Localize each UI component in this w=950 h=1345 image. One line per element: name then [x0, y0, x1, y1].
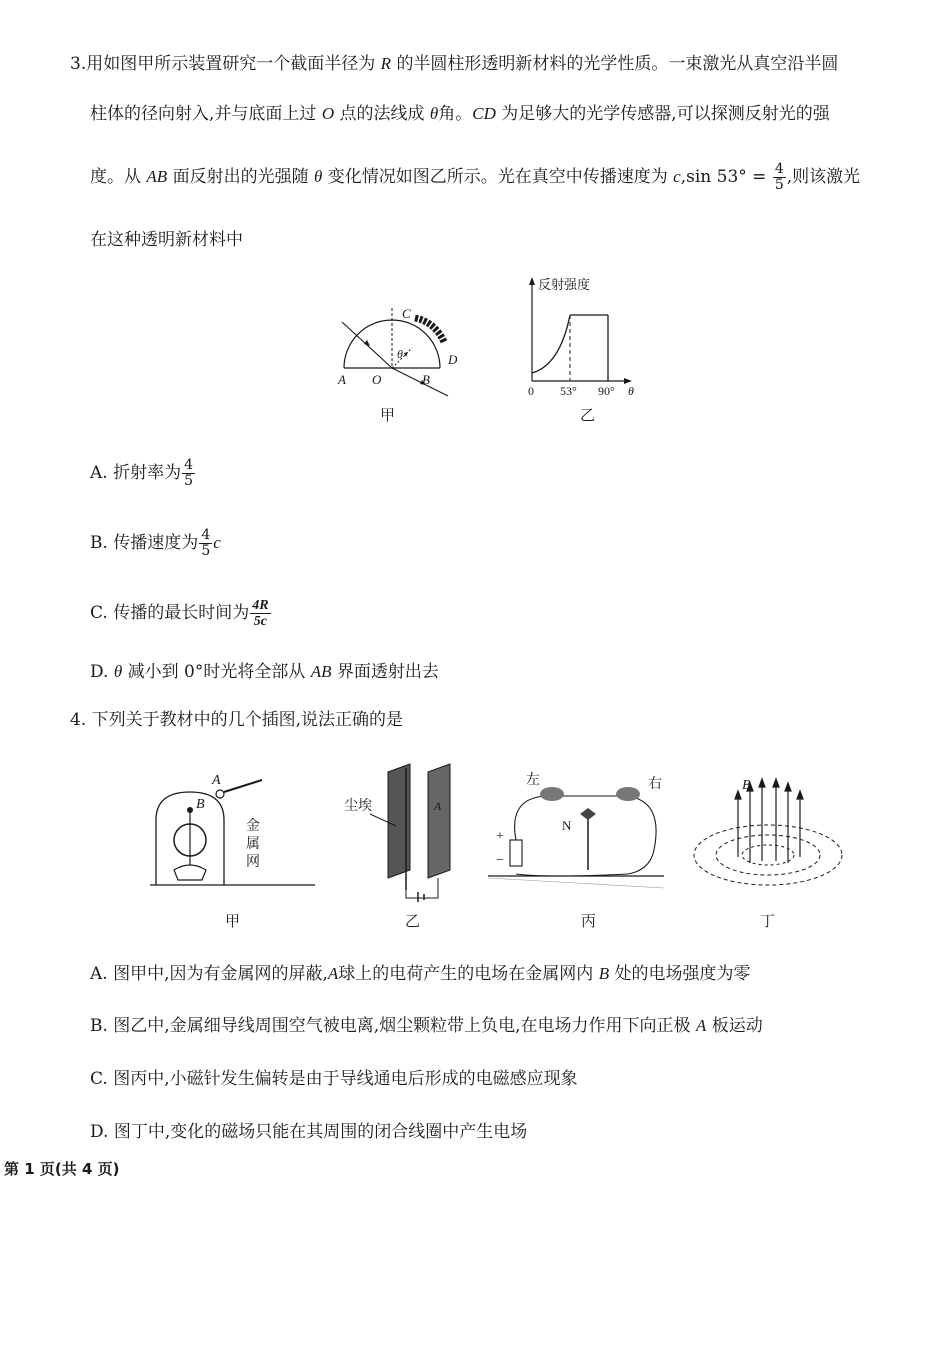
hand-right [616, 787, 640, 801]
plate-A [428, 764, 450, 878]
option-text: 界面透射出去 [336, 662, 439, 682]
var-theta: θ [314, 167, 323, 186]
q3-caption-jia: 甲 [380, 406, 396, 424]
label-N: N [562, 818, 572, 833]
q3-line-3 [90, 162, 860, 193]
q4-option-b [90, 1014, 763, 1038]
label-A: A [212, 773, 221, 788]
fraction [250, 598, 270, 629]
label-O: O [372, 372, 382, 387]
var-B: B [598, 964, 610, 983]
q3-text: 面反射出的光强随 [172, 167, 309, 187]
electroscope-base [174, 865, 206, 880]
q4-text: 4. 下列关于教材中的几个插图,说法正确的是 [70, 710, 404, 730]
q3-figure-jia [330, 300, 500, 410]
insulated-rod [224, 780, 262, 792]
ball-A [216, 790, 224, 798]
numerator: 4 [201, 527, 211, 543]
q3-figure-yi [520, 275, 650, 398]
tick-53: 53° [560, 384, 577, 398]
label-plus: + [496, 829, 504, 844]
fraction-4-5 [773, 162, 786, 193]
arrow-icon [529, 277, 535, 285]
denominator: 5 [774, 177, 784, 193]
var-theta: θ [429, 104, 439, 123]
denominator: 5c [253, 614, 267, 629]
x-label-theta: θ [628, 384, 634, 398]
table-shade [488, 878, 664, 888]
refracted-ray [392, 368, 448, 396]
circuit-wire [406, 878, 438, 898]
battery [510, 840, 522, 866]
label-C: C [402, 306, 411, 321]
option-text: B. 图乙中,金属细导线周围空气被电离,烟尘颗粒带上负电,在电场力作用下向正极 [90, 1016, 691, 1036]
q3-text: 柱体的径向射入,并与底面上过 [90, 104, 317, 124]
compass-needle [580, 808, 596, 820]
label-left: 左 [526, 772, 540, 788]
q4-caption-jia: 甲 [225, 912, 241, 930]
page-footer: 第 1 页(共 4 页) [4, 1160, 120, 1178]
label-B: B [422, 372, 430, 387]
var-AB: AB [146, 167, 168, 186]
label-mesh: 网 [246, 854, 260, 870]
q3-text: 度。从 [90, 167, 141, 187]
q3-option-a [90, 458, 196, 489]
q3-text: 的半圆柱形透明新材料的光学性质。一束激光从真空沿半圆 [396, 54, 839, 74]
q3-text: 变化情况如图乙所示。光在真空中传播速度为 [327, 167, 668, 187]
hand-left [540, 787, 564, 801]
q3-line-2 [90, 102, 830, 126]
q4-figure-bing [488, 770, 668, 890]
option-text: D. [90, 662, 109, 682]
option-text: A. 折射率为 [90, 463, 182, 483]
arrow-icon [404, 352, 408, 357]
var-R: R [380, 54, 392, 73]
q3-text: 点的法线成 [339, 104, 425, 124]
tick-90: 90° [598, 384, 615, 398]
option-text: C. 图丙中,小磁针发生偏转是由于导线通电后形成的电磁感应现象 [90, 1069, 578, 1089]
q3-option-c [90, 598, 272, 629]
q3-text: ,则该激光 [786, 167, 861, 187]
q4-option-c [90, 1067, 578, 1091]
label-dust: 尘埃 [344, 798, 372, 814]
label-A: A [434, 799, 442, 813]
label-B: B [196, 797, 205, 812]
q4-figure-ding [688, 775, 848, 895]
q3-text: 用如图甲所示装置研究一个截面半径为 [86, 54, 376, 74]
option-text: 球上的电荷产生的电场在金属网内 [338, 964, 594, 984]
label-mesh: 金 [246, 818, 260, 834]
q4-stem [70, 708, 403, 732]
option-text: 处的电场强度为零 [614, 964, 751, 984]
var-A: A [695, 1016, 707, 1035]
option-text: 减小到 0°时光将全部从 [127, 662, 306, 682]
q3-line-4 [90, 228, 243, 252]
var-O: O [321, 104, 335, 123]
q4-figure-jia [150, 770, 320, 900]
denominator: 5 [201, 543, 211, 559]
label-theta: θ [397, 347, 403, 361]
intensity-curve [532, 315, 570, 373]
numerator: 4 [774, 161, 784, 177]
label-mesh: 属 [246, 836, 260, 852]
q4-caption-yi: 乙 [405, 912, 421, 930]
label-B: B [742, 778, 751, 793]
fraction [182, 458, 195, 489]
q3-text: ,sin 53° = [680, 167, 767, 187]
option-text: A. 图甲中,因为有金属网的屏蔽, [90, 964, 328, 984]
label-right: 右 [648, 776, 662, 792]
numerator: 4R [252, 598, 269, 613]
field-loop-middle [716, 835, 820, 875]
q3-caption-yi: 乙 [580, 406, 596, 424]
option-text: B. 传播速度为 [90, 533, 199, 553]
tick-0: 0 [528, 384, 534, 398]
option-text: D. 图丁中,变化的磁场只能在其周围的闭合线圈中产生电场 [90, 1122, 528, 1142]
q3-option-d [90, 660, 439, 684]
q4-option-a [90, 962, 751, 986]
q4-figure-yi [340, 760, 470, 900]
var-A: A [327, 964, 339, 983]
q3-text: 为足够大的光学传感器,可以探测反射光的强 [501, 104, 830, 124]
q3-text: 角。 [438, 104, 473, 124]
q4-caption-ding: 丁 [760, 912, 776, 930]
var-c: c [673, 167, 681, 186]
label-minus: − [496, 853, 504, 868]
option-text: 板运动 [711, 1016, 763, 1036]
var-CD: CD [472, 104, 496, 123]
var-theta: θ [113, 662, 123, 681]
label-D: D [448, 352, 458, 367]
q4-caption-bing: 丙 [581, 912, 597, 930]
var-c: c [213, 533, 221, 552]
wire [515, 796, 656, 874]
ball-B [187, 807, 193, 813]
numerator: 4 [184, 457, 194, 473]
q3-line-1 [70, 52, 838, 76]
var-AB: AB [310, 662, 332, 681]
y-label: 反射强度 [538, 278, 591, 293]
denominator: 5 [184, 473, 194, 489]
label-A: A [338, 372, 346, 387]
q3-text: 在这种透明新材料中 [90, 230, 243, 250]
q3-number: 3. [70, 54, 87, 74]
option-text: C. 传播的最长时间为 [90, 603, 250, 623]
q4-option-d [90, 1120, 527, 1144]
fraction [199, 528, 212, 559]
q3-option-b [90, 528, 221, 559]
